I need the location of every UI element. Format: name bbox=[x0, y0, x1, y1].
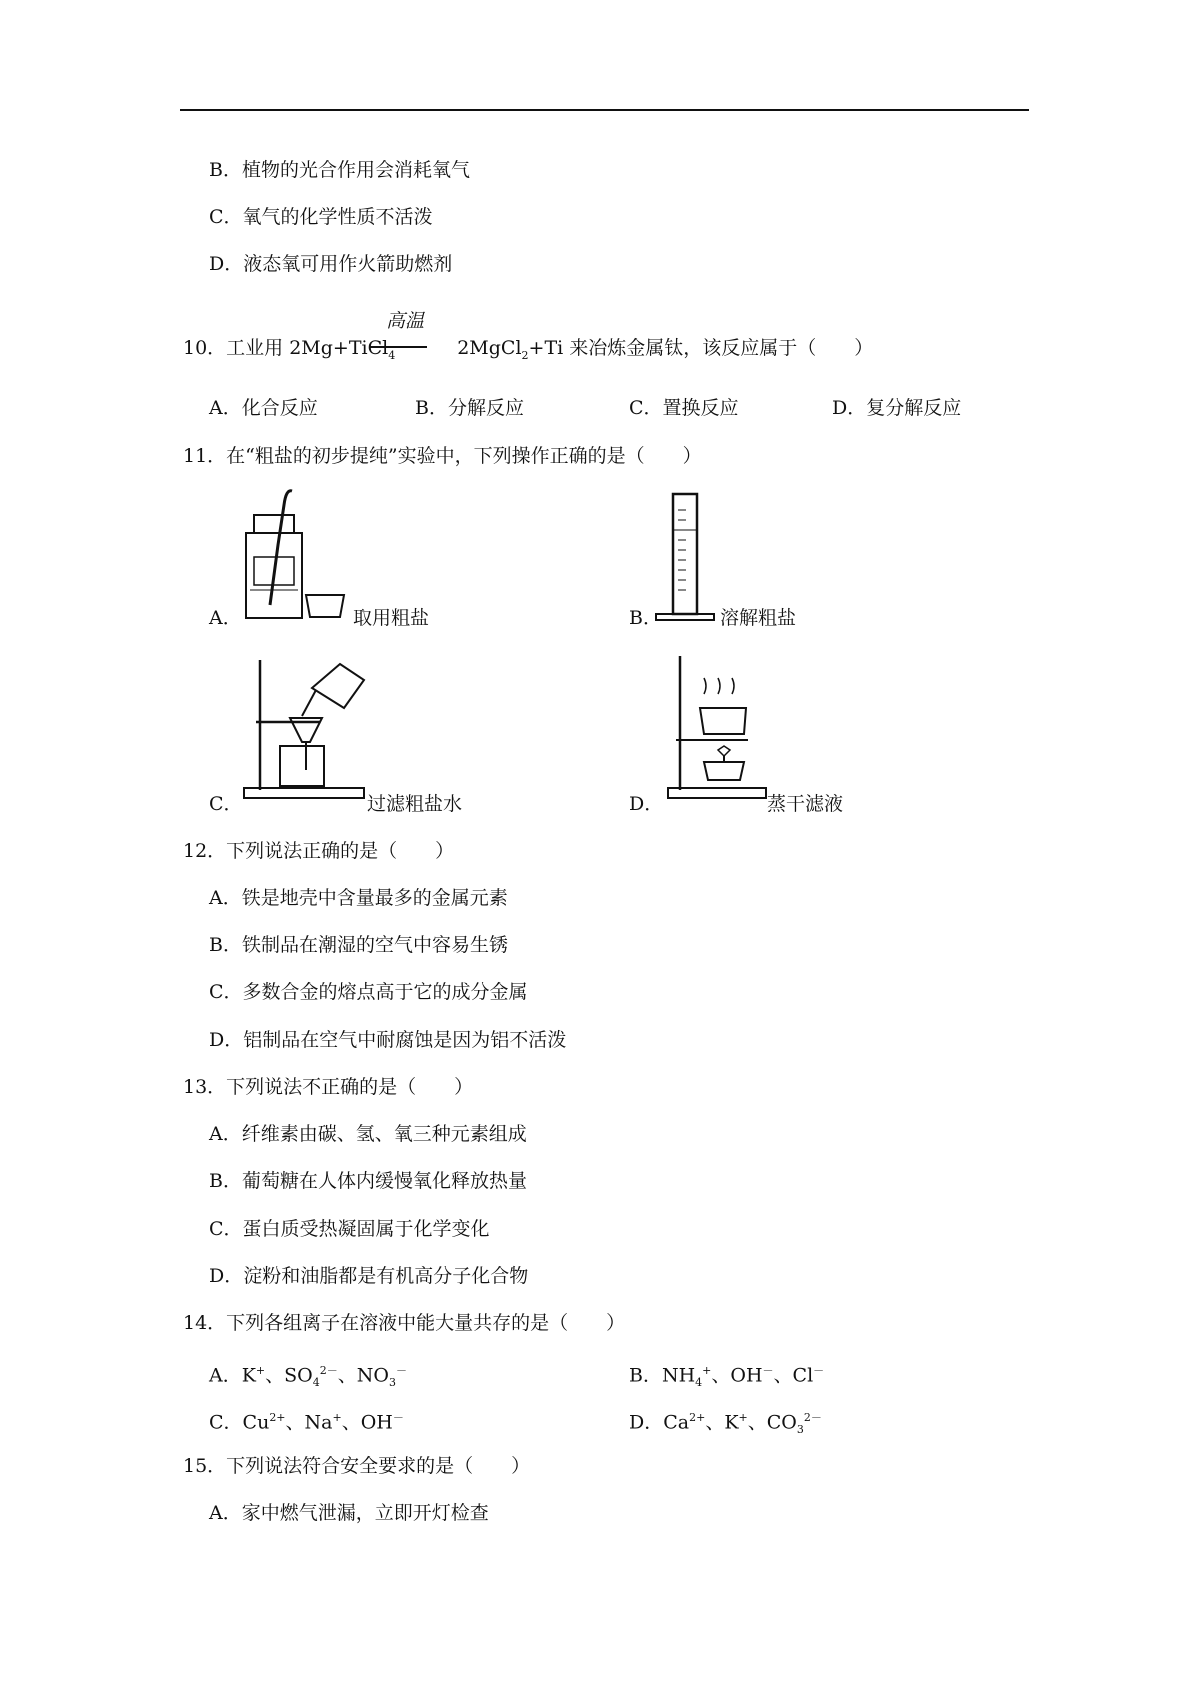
q13-stem: 13．下列说法不正确的是（ ） bbox=[183, 1076, 474, 1098]
q10-stem: 10．工业用 2Mg+TiCl$_4$ 2MgCl$_2$+Ti 来冶炼金属钛，该反应属于（ ） bbox=[183, 337, 874, 362]
q11-option-a-letter: A． bbox=[209, 607, 242, 629]
q14-option-a: A．K+、$SO_4^{2-}$、$NO_3^-$ bbox=[209, 1364, 407, 1390]
graduated-cylinder-figure bbox=[648, 490, 718, 625]
q10-option-d: D．复分解反应 bbox=[832, 397, 962, 419]
q9-option-c: C．氧气的化学性质不活泼 bbox=[209, 206, 433, 228]
q13-option-c: C．蛋白质受热凝固属于化学变化 bbox=[209, 1218, 490, 1240]
reaction-condition: 高温 bbox=[386, 310, 425, 332]
q13-option-b: B．葡萄糖在人体内缓慢氧化释放热量 bbox=[209, 1170, 527, 1192]
q12-option-d: D．铝制品在空气中耐腐蚀是因为铝不活泼 bbox=[209, 1029, 567, 1051]
q14-stem: 14．下列各组离子在溶液中能大量共存的是（ ） bbox=[183, 1312, 626, 1334]
filtration-figure bbox=[240, 650, 370, 810]
q11-option-b-letter: B． bbox=[629, 607, 662, 629]
q13-option-a: A．纤维素由碳、氢、氧三种元素组成 bbox=[209, 1123, 527, 1145]
q11-option-c-letter: C． bbox=[209, 793, 243, 815]
q11-option-a-label: 取用粗盐 bbox=[353, 607, 430, 629]
q12-option-a: A．铁是地壳中含量最多的金属元素 bbox=[209, 887, 508, 909]
q9-option-b: B．植物的光合作用会消耗氧气 bbox=[209, 159, 470, 181]
q15-stem: 15．下列说法符合安全要求的是（ ） bbox=[183, 1455, 531, 1477]
evaporation-figure bbox=[648, 650, 768, 810]
q12-option-c: C．多数合金的熔点高于它的成分金属 bbox=[209, 981, 528, 1003]
q15-option-a: A．家中燃气泄漏，立即开灯检查 bbox=[209, 1502, 489, 1524]
header-rule bbox=[180, 109, 1029, 111]
q14-option-b: B．$NH_4^+$、OH－、Cl－ bbox=[629, 1364, 825, 1390]
q11-option-b-label: 溶解粗盐 bbox=[720, 607, 797, 629]
q11-option-d-letter: D． bbox=[629, 793, 664, 815]
q13-option-d: D．淀粉和油脂都是有机高分子化合物 bbox=[209, 1265, 529, 1287]
q9-option-d: D．液态氧可用作火箭助燃剂 bbox=[209, 253, 453, 275]
q14-option-c: C．$Cu^{2+}$、Na+、OH－ bbox=[209, 1411, 404, 1434]
q12-stem: 12．下列说法正确的是（ ） bbox=[183, 840, 455, 862]
q11-option-c-label: 过滤粗盐水 bbox=[367, 793, 463, 815]
q12-option-b: B．铁制品在潮湿的空气中容易生锈 bbox=[209, 934, 508, 956]
salt-bottle-figure bbox=[240, 485, 350, 620]
q10-option-b: B．分解反应 bbox=[415, 397, 524, 419]
q14-option-d: D．$Ca^{2+}$、K+、$CO_3^{2-}$ bbox=[629, 1411, 822, 1437]
q11-stem: 11．在“粗盐的初步提纯”实验中，下列操作正确的是（ ） bbox=[183, 445, 702, 467]
q10-option-c: C．置换反应 bbox=[629, 397, 739, 419]
q10-option-a: A．化合反应 bbox=[209, 397, 318, 419]
q11-option-d-label: 蒸干滤液 bbox=[767, 793, 844, 815]
